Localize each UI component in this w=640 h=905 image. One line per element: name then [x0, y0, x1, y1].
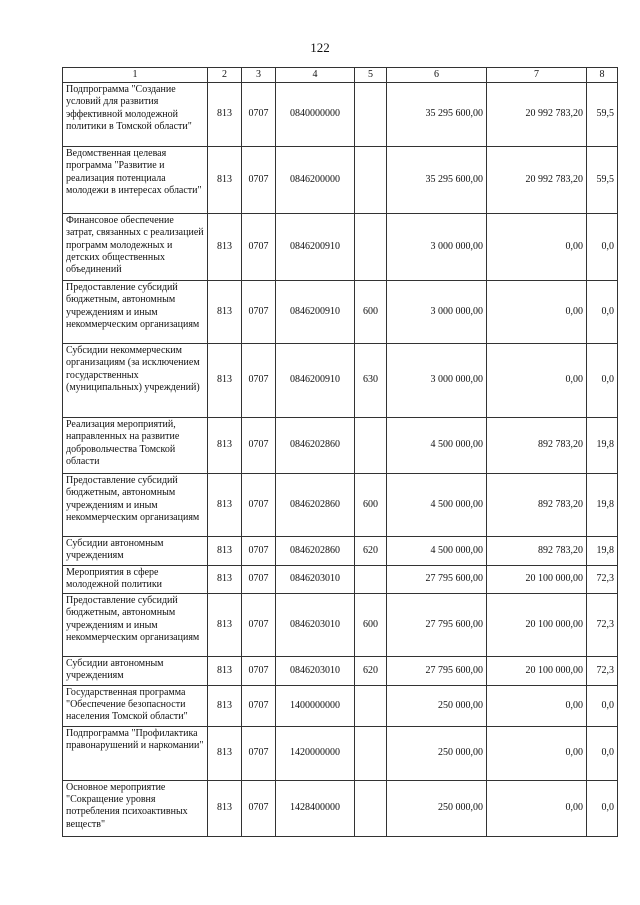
- plan-amount: 4 500 000,00: [387, 537, 487, 566]
- section-code: 0707: [242, 214, 276, 281]
- column-header-2: 2: [208, 68, 242, 83]
- table-row: [63, 537, 618, 566]
- expense-type-code: 600: [355, 474, 387, 537]
- actual-amount: 0,00: [487, 281, 587, 344]
- table-row: [63, 565, 618, 594]
- target-article-code: 0846202860: [276, 474, 355, 537]
- execution-percent: 59,5: [587, 147, 618, 214]
- actual-amount: 0,00: [487, 726, 587, 780]
- admin-code: 813: [208, 214, 242, 281]
- expense-type-code: 600: [355, 594, 387, 657]
- expense-type-code: 620: [355, 657, 387, 686]
- column-header-3: 3: [242, 68, 276, 83]
- budget-table: [62, 67, 618, 837]
- item-name: Субсидии некоммерческим организациям (за исключением государственных (муниципальных) учреждений): [63, 344, 208, 418]
- expense-type-code: [355, 147, 387, 214]
- item-name: Основное мероприятие "Сокращение уровня потребления психоактивных веществ": [63, 780, 208, 836]
- section-code: 0707: [242, 565, 276, 594]
- section-code: 0707: [242, 147, 276, 214]
- admin-code: 813: [208, 726, 242, 780]
- section-code: 0707: [242, 726, 276, 780]
- plan-amount: 27 795 600,00: [387, 657, 487, 686]
- admin-code: 813: [208, 281, 242, 344]
- expense-type-code: [355, 418, 387, 474]
- target-article-code: 0846200910: [276, 344, 355, 418]
- target-article-code: 0846203010: [276, 594, 355, 657]
- section-code: 0707: [242, 657, 276, 686]
- expense-type-code: [355, 726, 387, 780]
- plan-amount: 35 295 600,00: [387, 147, 487, 214]
- target-article-code: 0840000000: [276, 83, 355, 147]
- section-code: 0707: [242, 594, 276, 657]
- actual-amount: 892 783,20: [487, 474, 587, 537]
- execution-percent: 59,5: [587, 83, 618, 147]
- table-row: [63, 281, 618, 344]
- target-article-code: 0846203010: [276, 657, 355, 686]
- expense-type-code: [355, 214, 387, 281]
- item-name: Подпрограмма "Создание условий для развития эффективной молодежной политики в Томской области": [63, 83, 208, 147]
- actual-amount: 0,00: [487, 780, 587, 836]
- admin-code: 813: [208, 565, 242, 594]
- plan-amount: 3 000 000,00: [387, 214, 487, 281]
- table-row: [63, 147, 618, 214]
- execution-percent: 0,0: [587, 685, 618, 726]
- item-name: Предоставление субсидий бюджетным, автономным учреждениям и иным некоммерческим организациям: [63, 281, 208, 344]
- plan-amount: 4 500 000,00: [387, 418, 487, 474]
- actual-amount: 0,00: [487, 344, 587, 418]
- admin-code: 813: [208, 147, 242, 214]
- plan-amount: 35 295 600,00: [387, 83, 487, 147]
- actual-amount: 0,00: [487, 685, 587, 726]
- table-row: [63, 594, 618, 657]
- column-header-6: 6: [387, 68, 487, 83]
- execution-percent: 72,3: [587, 657, 618, 686]
- table-row: [63, 657, 618, 686]
- execution-percent: 19,8: [587, 418, 618, 474]
- actual-amount: 20 100 000,00: [487, 657, 587, 686]
- admin-code: 813: [208, 685, 242, 726]
- expense-type-code: [355, 83, 387, 147]
- item-name: Подпрограмма "Профилактика правонарушений и наркомании": [63, 726, 208, 780]
- plan-amount: 250 000,00: [387, 780, 487, 836]
- table-row: [63, 418, 618, 474]
- plan-amount: 4 500 000,00: [387, 474, 487, 537]
- plan-amount: 3 000 000,00: [387, 344, 487, 418]
- expense-type-code: 620: [355, 537, 387, 566]
- item-name: Предоставление субсидий бюджетным, автономным учреждениям и иным некоммерческим организациям: [63, 594, 208, 657]
- actual-amount: 20 100 000,00: [487, 565, 587, 594]
- target-article-code: 0846200910: [276, 214, 355, 281]
- target-article-code: 0846200000: [276, 147, 355, 214]
- actual-amount: 0,00: [487, 214, 587, 281]
- column-header-8: 8: [587, 68, 618, 83]
- execution-percent: 72,3: [587, 565, 618, 594]
- column-header-5: 5: [355, 68, 387, 83]
- actual-amount: 20 100 000,00: [487, 594, 587, 657]
- column-header-1: 1: [63, 68, 208, 83]
- page-number: 122: [310, 40, 330, 55]
- section-code: 0707: [242, 537, 276, 566]
- expense-type-code: [355, 780, 387, 836]
- header-row: [63, 68, 618, 83]
- section-code: 0707: [242, 344, 276, 418]
- actual-amount: 892 783,20: [487, 418, 587, 474]
- actual-amount: 20 992 783,20: [487, 83, 587, 147]
- admin-code: 813: [208, 780, 242, 836]
- execution-percent: 0,0: [587, 281, 618, 344]
- admin-code: 813: [208, 594, 242, 657]
- target-article-code: 1428400000: [276, 780, 355, 836]
- target-article-code: 0846200910: [276, 281, 355, 344]
- item-name: Ведомственная целевая программа "Развитие и реализация потенциала молодежи в интересах области": [63, 147, 208, 214]
- admin-code: 813: [208, 418, 242, 474]
- expense-type-code: [355, 685, 387, 726]
- section-code: 0707: [242, 83, 276, 147]
- execution-percent: 0,0: [587, 726, 618, 780]
- execution-percent: 19,8: [587, 474, 618, 537]
- item-name: Предоставление субсидий бюджетным, автономным учреждениям и иным некоммерческим организациям: [63, 474, 208, 537]
- execution-percent: 19,8: [587, 537, 618, 566]
- execution-percent: 72,3: [587, 594, 618, 657]
- table-row: [63, 344, 618, 418]
- section-code: 0707: [242, 418, 276, 474]
- target-article-code: 0846203010: [276, 565, 355, 594]
- table-body: [63, 83, 618, 837]
- execution-percent: 0,0: [587, 344, 618, 418]
- target-article-code: 0846202860: [276, 418, 355, 474]
- expense-type-code: 630: [355, 344, 387, 418]
- admin-code: 813: [208, 83, 242, 147]
- table-row: [63, 685, 618, 726]
- item-name: Финансовое обеспечение затрат, связанных с реализацией программ молодежных и детских общественных объединений: [63, 214, 208, 281]
- admin-code: 813: [208, 537, 242, 566]
- actual-amount: 20 992 783,20: [487, 147, 587, 214]
- plan-amount: 250 000,00: [387, 685, 487, 726]
- plan-amount: 27 795 600,00: [387, 565, 487, 594]
- table-row: [63, 726, 618, 780]
- admin-code: 813: [208, 657, 242, 686]
- section-code: 0707: [242, 281, 276, 344]
- section-code: 0707: [242, 474, 276, 537]
- plan-amount: 27 795 600,00: [387, 594, 487, 657]
- target-article-code: 1420000000: [276, 726, 355, 780]
- plan-amount: 250 000,00: [387, 726, 487, 780]
- table-row: [63, 83, 618, 147]
- table-row: [63, 780, 618, 836]
- target-article-code: 0846202860: [276, 537, 355, 566]
- item-name: Субсидии автономным учреждениям: [63, 657, 208, 686]
- expense-type-code: [355, 565, 387, 594]
- section-code: 0707: [242, 685, 276, 726]
- admin-code: 813: [208, 344, 242, 418]
- expense-type-code: 600: [355, 281, 387, 344]
- table-row: [63, 474, 618, 537]
- item-name: Субсидии автономным учреждениям: [63, 537, 208, 566]
- plan-amount: 3 000 000,00: [387, 281, 487, 344]
- execution-percent: 0,0: [587, 780, 618, 836]
- table-row: [63, 214, 618, 281]
- actual-amount: 892 783,20: [487, 537, 587, 566]
- column-header-7: 7: [487, 68, 587, 83]
- target-article-code: 1400000000: [276, 685, 355, 726]
- item-name: Мероприятия в сфере молодежной политики: [63, 565, 208, 594]
- execution-percent: 0,0: [587, 214, 618, 281]
- section-code: 0707: [242, 780, 276, 836]
- admin-code: 813: [208, 474, 242, 537]
- column-header-4: 4: [276, 68, 355, 83]
- item-name: Реализация мероприятий, направленных на развитие добровольчества Томской области: [63, 418, 208, 474]
- item-name: Государственная программа "Обеспечение безопасности населения Томской области": [63, 685, 208, 726]
